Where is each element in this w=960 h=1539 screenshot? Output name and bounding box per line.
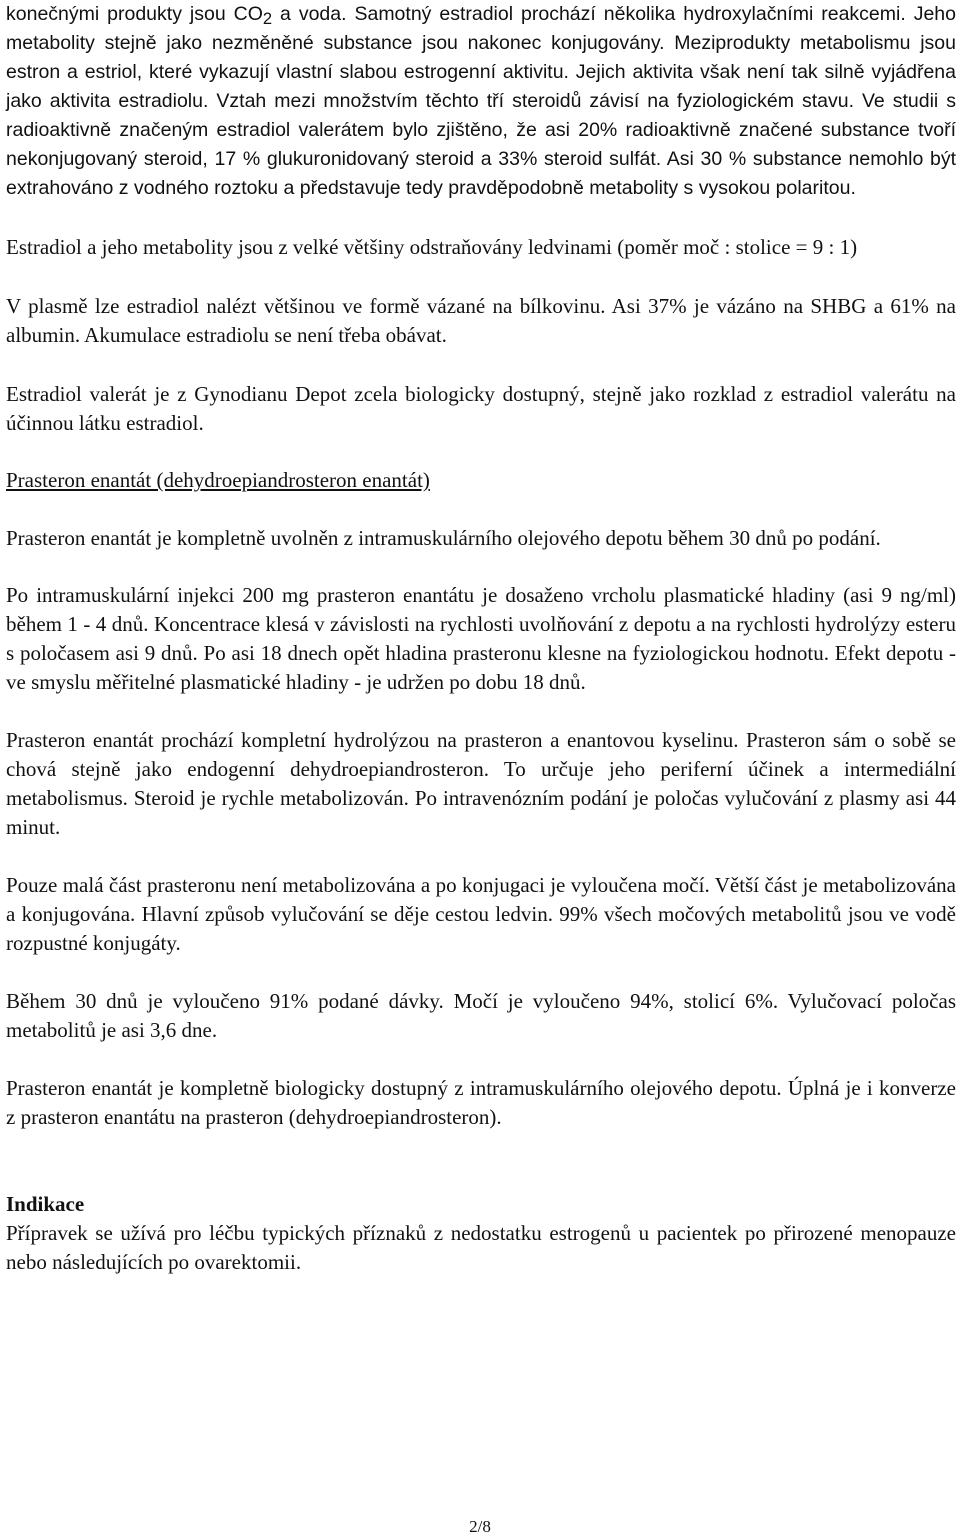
paragraph-prasteron-plasma-levels: Po intramuskulární injekci 200 mg prasteron enantátu je dosaženo vrcholu plasmatické hladiny (asi 9 ng/ml) během 1 - 4 dnů. Koncentrace klesá v závislosti na rychlosti uvolňování z depotu a na rychlosti hydrolýzy esteru s poločasem asi 9 dnů. Po asi 18 dnech opět hladina prasteronu klesne na fyziologickou hodnotu. Efekt depotu - ve smyslu měřitelné plasmatické hladiny - je udržen po dobu 18 dnů. bbox=[6, 583, 956, 694]
paragraph-rest: a voda. Samotný estradiol prochází několika hydroxylačními reakcemi. Jeho metabolity stejně jako nezměněné substance jsou nakonec konjugovány. Meziprodukty metabolismu jsou estron a estriol, které vykazují vlastní slabou estrogenní aktivitu. Jejich aktivita však není tak silně vyjádřena jako aktivita estradiolu. Vztah mezi množstvím těchto tří steroidů závisí na fyziologickém stavu. Ve studii s radioaktivně značeným estradiol valerátem bylo zjištěno, že asi 20% radioaktivně značené substance tvoří nekonjugovaný steroid, 17 % glukuronidovaný steroid a 33% steroid sulfát. Asi 30 % substance nemohlo být extrahováno z vodného roztoku a představuje tedy pravděpodobně metabolity s vysokou polaritou. bbox=[6, 3, 956, 199]
page-number: 2/8 bbox=[469, 1517, 491, 1536]
paragraph-excretion: Estradiol a jeho metabolity jsou z velké většiny odstraňovány ledvinami (poměr moč : stolice = 9 : 1) bbox=[6, 235, 858, 259]
paragraph-prasteron-elimination: Během 30 dnů je vyloučeno 91% podané dávky. Močí je vyloučeno 94%, stolicí 6%. Vylučovací poločas metabolitů je asi 3,6 dne. bbox=[6, 989, 956, 1042]
paragraph-estradiol-metabolism bbox=[6, 0, 956, 203]
paragraph-prasteron-metabolism: Pouze malá část prasteronu není metabolizována a po konjugaci je vyloučena močí. Větší část je metabolizována a konjugována. Hlavní způsob vylučování se děje cestou ledvin. 99% všech močových metabolitů jsou ve vodě rozpustné konjugáty. bbox=[6, 873, 956, 955]
paragraph-prasteron-bioavailability: Prasteron enantát je kompletně biologicky dostupný z intramuskulárního olejového depotu. Úplná je i konverze z prasteron enantátu na prasteron (dehydroepiandrosteron). bbox=[6, 1076, 956, 1129]
paragraph-prasteron-release: Prasteron enantát je kompletně uvolněn z intramuskulárního olejového depotu během 30 dnů po podání. bbox=[6, 526, 881, 550]
paragraph-start: konečnými produkty jsou CO bbox=[6, 3, 263, 25]
subscript-2: 2 bbox=[262, 9, 273, 29]
paragraph-prasteron-hydrolysis: Prasteron enantát prochází kompletní hydrolýzou na prasteron a enantovou kyselinu. Prasteron sám o sobě se chová stejně jako endogenní dehydroepiandrosteron. To určuje jeho periferní účinek a intermediální metabolismus. Steroid je rychle metabolizován. Po intravenózním podání je poločas vylučování z plasmy asi 44 minut. bbox=[6, 728, 956, 839]
section-heading-prasteron: Prasteron enantát (dehydroepiandrosteron enantát) bbox=[6, 468, 430, 492]
document-page bbox=[6, 0, 956, 1277]
section-heading-indikace: Indikace bbox=[6, 1192, 85, 1216]
paragraph-plasma-binding: V plasmě lze estradiol nalézt většinou ve formě vázané na bílkovinu. Asi 37% je vázáno na SHBG a 61% na albumin. Akumulace estradiolu se není třeba obávat. bbox=[6, 294, 956, 347]
paragraph-bioavailability: Estradiol valerát je z Gynodianu Depot zcela biologicky dostupný, stejně jako rozklad z estradiol valerátu na účinnou látku estradiol. bbox=[6, 382, 956, 435]
paragraph-indications: Přípravek se užívá pro léčbu typických příznaků z nedostatku estrogenů u pacientek po přirozené menopauze nebo následujících po ovarektomii. bbox=[6, 1221, 956, 1274]
